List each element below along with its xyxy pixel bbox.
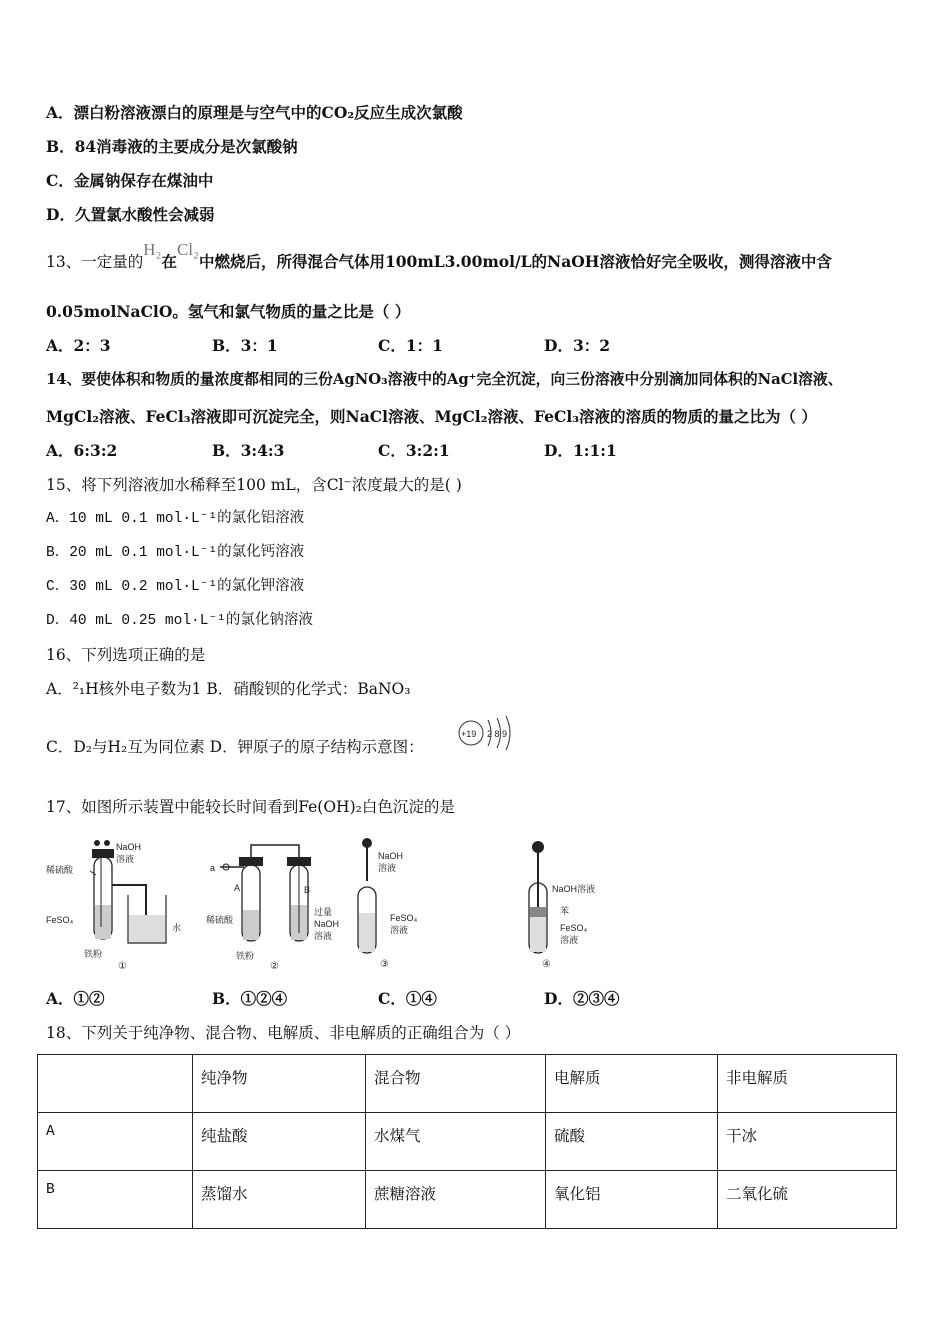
f2-B-label: B <box>304 885 311 895</box>
f3-feso4-label: FeSO₄ <box>390 913 418 923</box>
table-header-cell: 纯净物 <box>193 1055 366 1113</box>
table-header-cell: 非电解质 <box>718 1055 897 1113</box>
table-row <box>38 1113 897 1171</box>
table-cell: 干冰 <box>718 1113 897 1171</box>
apparatus-4 <box>516 835 616 975</box>
q15-stem: 15、将下列溶液加水稀释至100 mL，含Cl⁻浓度最大的是( ) <box>46 476 462 494</box>
apparatus-3 <box>346 835 426 975</box>
f3-naoh-label: NaOH <box>378 851 404 861</box>
f2-A-label: A <box>234 883 241 893</box>
f4-number: ④ <box>542 959 551 970</box>
q13-stem <box>46 240 832 272</box>
f2-excess-label: 过量 <box>314 907 333 917</box>
q16-line1: A．²₁H核外电子数为1 B．硝酸钡的化学式：BaNO₃ <box>46 680 411 698</box>
q17-option-c: C．①④ <box>378 989 437 1008</box>
f2-iron-label: 铁粉 <box>236 951 255 961</box>
q13-option-d: D．3：2 <box>544 336 611 355</box>
f1-number: ① <box>118 961 127 972</box>
q13-prefix: 13、一定量的 <box>46 253 144 271</box>
table-cell: A <box>38 1113 193 1171</box>
q13-cl2: Cl₂ <box>176 240 199 259</box>
f2-number: ② <box>270 961 279 972</box>
q14-option-d: D．1:1:1 <box>544 441 617 460</box>
q13-option-b: B．3：1 <box>212 336 278 355</box>
f3-number: ③ <box>380 959 389 970</box>
table-cell: 纯盐酸 <box>193 1113 366 1171</box>
f4-sol-label: 溶液 <box>560 935 579 945</box>
table-cell: 二氧化硫 <box>718 1171 897 1229</box>
f1-naoh-sol-label: 溶液 <box>116 854 135 864</box>
apparatus-1 <box>46 835 196 975</box>
f1-iron-label: 铁粉 <box>84 949 103 959</box>
q13-stem-line2: 0.05molNaClO。氢气和氯气物质的量之比是（ ） <box>46 302 411 321</box>
q12-option-c: C．金属钠保存在煤油中 <box>46 171 214 190</box>
f2-a-label: a <box>210 863 216 873</box>
table-header-cell: 混合物 <box>366 1055 546 1113</box>
q14-stem-line2: MgCl₂溶液、FeCl₃溶液即可沉淀完全，则NaCl溶液、MgCl₂溶液、FeCl₃溶液的溶质的物质的量之比为（ ） <box>46 407 817 426</box>
f4-feso4-label: FeSO₄ <box>560 923 588 933</box>
table-header-cell <box>38 1055 193 1113</box>
q13-option-a: A．2：3 <box>46 336 111 355</box>
q12-option-a: A．漂白粉溶液漂白的原理是与空气中的CO₂反应生成次氯酸 <box>46 103 463 122</box>
apparatus-2 <box>206 835 346 975</box>
table-cell: 蔗糖溶液 <box>366 1171 546 1229</box>
f1-water-label: 水 <box>172 923 182 933</box>
table-cell: B <box>38 1171 193 1229</box>
f1-feso4-label: FeSO₄ <box>46 915 74 925</box>
f1-naoh-label: NaOH <box>116 842 142 852</box>
f3-sol-label: 溶液 <box>378 863 397 873</box>
table-cell: 氧化铝 <box>546 1171 718 1229</box>
q14-option-b: B．3:4:3 <box>212 441 285 460</box>
q17-option-a: A．①② <box>46 989 105 1008</box>
q12-option-b: B．84消毒液的主要成分是次氯酸钠 <box>46 137 298 156</box>
atom-nucleus-label: +19 <box>461 729 477 739</box>
f2-acid-label: 稀硫酸 <box>206 915 234 925</box>
q17-options <box>46 989 619 1009</box>
q13-in: 在 <box>161 252 177 271</box>
potassium-atom-diagram <box>454 712 518 754</box>
q17-stem: 17、如图所示装置中能较长时间看到Fe(OH)₂白色沉淀的是 <box>46 798 455 816</box>
q17-option-b: B．①②④ <box>212 989 288 1008</box>
table-row <box>38 1171 897 1229</box>
q14-stem-line1: 14、要使体积和物质的量浓度都相同的三份AgNO₃溶液中的Ag⁺完全沉淀，向三份溶液中分别滴加同体积的NaCl溶液、 <box>46 371 843 388</box>
table-cell: 蒸馏水 <box>193 1171 366 1229</box>
q18-stem: 18、下列关于纯净物、混合物、电解质、非电解质的正确组合为（ ） <box>46 1024 521 1042</box>
q15-option-a: A．10 mL 0.1 mol·L⁻¹的氯化铝溶液 <box>46 511 305 527</box>
q13-h2: H₂ <box>143 240 162 259</box>
table-header-row <box>38 1055 897 1113</box>
f2-naoh-label: NaOH <box>314 919 340 929</box>
table-cell: 水煤气 <box>366 1113 546 1171</box>
q14-option-a: A．6:3:2 <box>46 441 118 460</box>
q15-option-b: B．20 mL 0.1 mol·L⁻¹的氯化钙溶液 <box>46 545 305 561</box>
table-cell: 硫酸 <box>546 1113 718 1171</box>
q13-rest: 中燃烧后，所得混合气体用100mL3.00mol/L的NaOH溶液恰好完全吸收，测得溶液中含 <box>198 252 832 271</box>
f4-naoh-label: NaOH溶液 <box>552 884 596 894</box>
q13-option-c: C．1：1 <box>378 336 443 355</box>
atom-shells-label: 2 8 9 <box>487 729 508 739</box>
q15-option-c: C．30 mL 0.2 mol·L⁻¹的氯化钾溶液 <box>46 579 305 595</box>
q12-option-d: D．久置氯水酸性会减弱 <box>46 205 215 224</box>
f4-benzene-label: 苯 <box>560 906 570 916</box>
q16-stem: 16、下列选项正确的是 <box>46 646 206 664</box>
q18-table <box>37 1054 897 1229</box>
table-header-cell: 电解质 <box>546 1055 718 1113</box>
q15-option-d: D．40 mL 0.25 mol·L⁻¹的氯化钠溶液 <box>46 613 313 629</box>
q17-option-d: D．②③④ <box>544 989 620 1008</box>
f2-sol-label: 溶液 <box>314 931 333 941</box>
q13-options <box>46 336 610 356</box>
q14-options <box>46 441 617 461</box>
q16-line2: C．D₂与H₂互为同位素 D．钾原子的原子结构示意图： <box>46 738 424 756</box>
f1-acid-label: 稀硫酸 <box>46 865 74 875</box>
f3-sol2-label: 溶液 <box>390 925 409 935</box>
q14-option-c: C．3:2:1 <box>378 441 450 460</box>
